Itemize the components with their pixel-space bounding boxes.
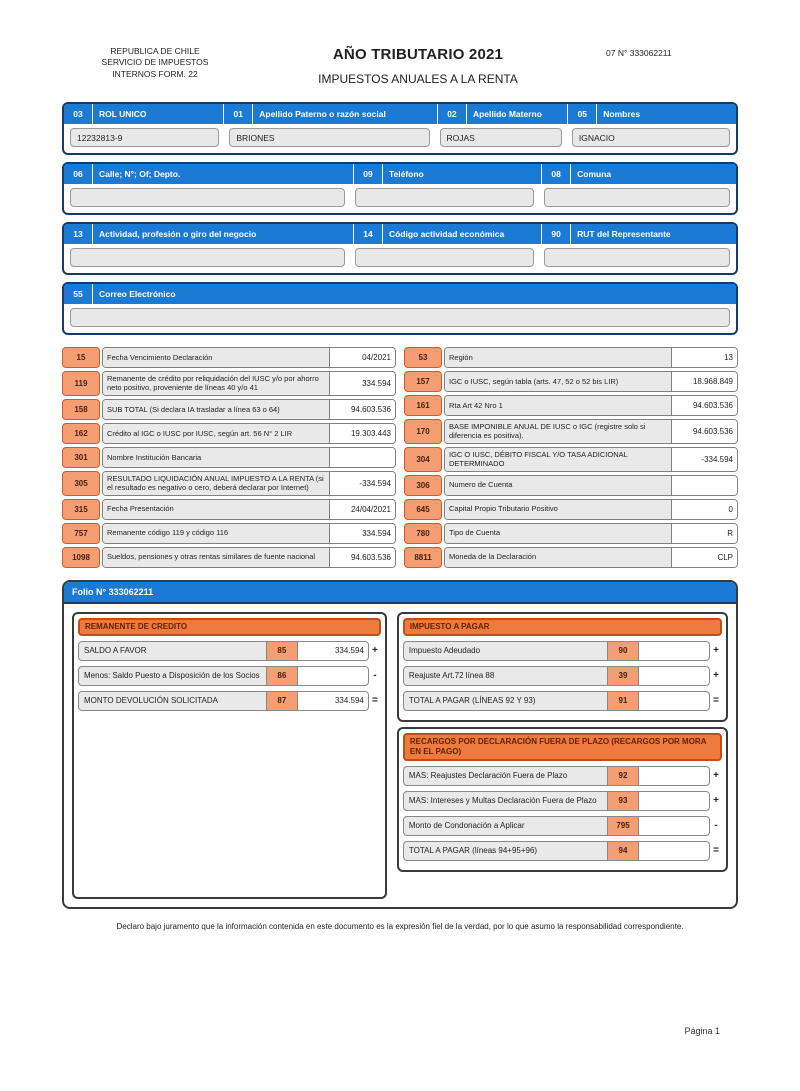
row-value[interactable]: [638, 666, 710, 686]
row-label: Fecha Vencimiento Declaración: [103, 348, 329, 367]
section-header-bar: [64, 164, 736, 184]
section-inputs: [64, 244, 736, 273]
row-code: 301: [62, 447, 100, 468]
row-label: Capital Propio Tributario Positivo: [445, 500, 671, 519]
row-code: 92: [608, 766, 638, 786]
equals-operator: =: [713, 845, 719, 856]
summary-row-780: [404, 523, 738, 544]
row-label: Tipo de Cuenta: [445, 524, 671, 543]
row-value: 334.594: [329, 524, 395, 543]
field-header-06: [64, 164, 353, 184]
field-code: 06: [64, 164, 93, 184]
row-code: 91: [608, 691, 638, 711]
issuer-block: [80, 46, 230, 80]
row-label: Numero de Cuenta: [445, 476, 671, 495]
field-input-apellido-paterno[interactable]: BRIONES: [229, 128, 429, 147]
row-label: Región: [445, 348, 671, 367]
field-header-03: [64, 104, 223, 124]
field-header-09: [353, 164, 541, 184]
row-value: [671, 476, 737, 495]
summary-row-645: [404, 499, 738, 520]
row-code: 304: [404, 447, 442, 472]
field-code: 03: [64, 104, 93, 124]
field-input-apellido-materno[interactable]: ROJAS: [440, 128, 562, 147]
row-label: Remanente código 119 y código 116: [103, 524, 329, 543]
folio-body: [64, 604, 736, 907]
summary-column-right: [404, 347, 738, 571]
row-value: 0: [671, 500, 737, 519]
row-value: 94.603.536: [329, 400, 395, 419]
field-header-01: [223, 104, 437, 124]
summary-row-161: [404, 395, 738, 416]
field-input-calle[interactable]: [70, 188, 345, 207]
row-code: 315: [62, 499, 100, 520]
row-value[interactable]: 334.594: [297, 641, 369, 661]
row-code: 1098: [62, 547, 100, 568]
summary-row-162: [62, 423, 396, 444]
row-label: Reajuste Art.72 línea 88: [403, 666, 608, 686]
field-code: 14: [354, 224, 383, 244]
summary-row-305: [62, 471, 396, 496]
row-value[interactable]: 334.594: [297, 691, 369, 711]
plus-operator: +: [713, 795, 719, 806]
plus-operator: +: [713, 670, 719, 681]
field-input-codigo-actividad[interactable]: [355, 248, 534, 267]
recargos-header: RECARGOS POR DECLARACIÓN FUERA DE PLAZO (RECARGOS POR MORA EN EL PAGO): [403, 733, 722, 761]
folio-row-94: [403, 841, 722, 861]
field-input-actividad[interactable]: [70, 248, 345, 267]
summary-column-left: [62, 347, 396, 571]
row-code: 645: [404, 499, 442, 520]
folio-row-39: [403, 666, 722, 686]
field-code: 08: [542, 164, 571, 184]
folio-bar: Folio N° 333062211: [64, 582, 736, 604]
row-code: 86: [267, 666, 297, 686]
summary-row-158: [62, 399, 396, 420]
row-code: 170: [404, 419, 442, 444]
field-header-13: [64, 224, 353, 244]
row-code: 162: [62, 423, 100, 444]
row-label: Menos: Saldo Puesto a Disposición de los Socios: [78, 666, 267, 686]
form-header: [62, 46, 738, 86]
field-input-correo[interactable]: [70, 308, 730, 327]
row-label: MONTO DEVOLUCIÓN SOLICITADA: [78, 691, 267, 711]
section-inputs: [64, 184, 736, 213]
field-header-05: [567, 104, 736, 124]
field-label: Comuna: [577, 169, 612, 179]
row-value: -334.594: [671, 448, 737, 471]
field-label: Código actividad económica: [388, 229, 505, 239]
row-value: 18.968.849: [671, 372, 737, 391]
field-label: Correo Electrónico: [99, 289, 176, 299]
row-label: Impuesto Adeudado: [403, 641, 608, 661]
row-code: 757: [62, 523, 100, 544]
row-label: MAS: Intereses y Multas Declaración Fuera de Plazo: [403, 791, 608, 811]
folio-row-92: [403, 766, 722, 786]
row-code: 90: [608, 641, 638, 661]
summary-row-757: [62, 523, 396, 544]
row-value[interactable]: [638, 791, 710, 811]
field-label: RUT del Representante: [577, 229, 671, 239]
id-section-email: [62, 282, 738, 335]
row-value: 94.603.536: [329, 548, 395, 567]
row-code: 780: [404, 523, 442, 544]
summary-row-301: [62, 447, 396, 468]
folio-row-91: [403, 691, 722, 711]
summary-row-15: [62, 347, 396, 368]
row-label: Remanente de crédito por reliquidación del IUSC y/o por ahorro neto positivo, proveniente de líneas 40 y/o 41: [103, 372, 329, 395]
folio-row-87: [78, 691, 381, 711]
field-input-telefono[interactable]: [355, 188, 534, 207]
row-value: 13: [671, 348, 737, 367]
field-label: Teléfono: [388, 169, 424, 179]
row-code: 85: [267, 641, 297, 661]
row-label: Sueldos, pensiones y otras rentas similares de fuente nacional: [103, 548, 329, 567]
folio-row-86: [78, 666, 381, 686]
minus-operator: -: [373, 670, 377, 681]
folio-row-93: [403, 791, 722, 811]
row-code: 305: [62, 471, 100, 496]
plus-operator: +: [713, 645, 719, 656]
row-value: 334.594: [329, 372, 395, 395]
row-code: 795: [608, 816, 638, 836]
field-header-90: [541, 224, 736, 244]
field-code: 05: [568, 104, 597, 124]
issuer-line-1: REPUBLICA DE CHILE: [110, 46, 200, 56]
row-code: 158: [62, 399, 100, 420]
row-value: -334.594: [329, 472, 395, 495]
row-code: 93: [608, 791, 638, 811]
row-value: [329, 448, 395, 467]
row-label: SUB TOTAL (Si declara IA trasladar a línea 63 o 64): [103, 400, 329, 419]
id-section-address: [62, 162, 738, 215]
row-label: IGC O IUSC, DÉBITO FISCAL Y/O TASA ADICIONAL DETERMINADO: [445, 448, 671, 471]
section-header-bar: [64, 104, 736, 124]
row-code: 15: [62, 347, 100, 368]
plus-operator: +: [371, 645, 378, 656]
row-code: 306: [404, 475, 442, 496]
row-label: RESULTADO LIQUIDACIÓN ANUAL IMPUESTO A LA RENTA (si el resultado es negativo o cero, deberá declarar por Internet): [103, 472, 329, 495]
id-section-identity: [62, 102, 738, 155]
row-value[interactable]: [297, 666, 369, 686]
remanente-box: [72, 612, 387, 899]
impuesto-header: IMPUESTO A PAGAR: [403, 618, 722, 636]
row-code: 8811: [404, 547, 442, 568]
field-label: ROL UNICO: [99, 109, 147, 119]
row-label: TOTAL A PAGAR (LÍNEAS 92 Y 93): [403, 691, 608, 711]
equals-operator: =: [371, 695, 378, 706]
row-value: R: [671, 524, 737, 543]
row-value: 24/04/2021: [329, 500, 395, 519]
field-input-nombres[interactable]: IGNACIO: [572, 128, 730, 147]
summary-table: [62, 347, 738, 571]
folio-section: [62, 580, 738, 909]
summary-row-53: [404, 347, 738, 368]
section-header-bar: [64, 284, 736, 304]
issuer-line-3: INTERNOS FORM. 22: [112, 68, 198, 79]
field-code: 02: [438, 104, 467, 124]
row-code: 161: [404, 395, 442, 416]
issuer-line-2: SERVICIO DE IMPUESTOS: [101, 57, 209, 68]
folio-right-column: [397, 612, 728, 899]
field-input-comuna[interactable]: [544, 188, 730, 207]
summary-row-119: [62, 371, 396, 396]
title-block: [230, 46, 606, 86]
section-inputs: [64, 124, 736, 153]
field-code: 01: [224, 104, 253, 124]
summary-row-8811: [404, 547, 738, 568]
summary-row-157: [404, 371, 738, 392]
row-code: 157: [404, 371, 442, 392]
field-header-08: [541, 164, 736, 184]
row-label: Crédito al IGC o IUSC por IUSC, según art. 56 N° 2 LIR: [103, 424, 329, 443]
impuesto-box: [397, 612, 728, 722]
row-label: SALDO A FAVOR: [78, 641, 267, 661]
row-code: 39: [608, 666, 638, 686]
row-value: CLP: [671, 548, 737, 567]
folio-row-795: [403, 816, 722, 836]
row-value: 94.603.536: [671, 396, 737, 415]
summary-row-306: [404, 475, 738, 496]
row-code: 87: [267, 691, 297, 711]
row-label: TOTAL A PAGAR (líneas 94+95+96): [403, 841, 608, 861]
field-label: Apellido Paterno o razón social: [259, 109, 386, 119]
remanente-header: REMANENTE DE CREDITO: [78, 618, 381, 636]
folio-row-85: [78, 641, 381, 661]
row-value: 94.603.536: [671, 420, 737, 443]
summary-row-315: [62, 499, 396, 520]
field-input-rut-representante[interactable]: [544, 248, 730, 267]
summary-row-304: [404, 447, 738, 472]
declaration-text: Declaro bajo juramento que la información contenida en este documento es la expresión fiel de la verdad, por lo que asumo la responsabilidad correspondiente.: [116, 921, 684, 931]
row-label: IGC o IUSC, según tabla (arts. 47, 52 o 52 bis LIR): [445, 372, 671, 391]
row-value[interactable]: [638, 816, 710, 836]
field-code: 55: [64, 284, 93, 304]
form-subtitle: IMPUESTOS ANUALES A LA RENTA: [318, 72, 518, 86]
row-label: Fecha Presentación: [103, 500, 329, 519]
row-value[interactable]: [638, 841, 710, 861]
row-value[interactable]: [638, 766, 710, 786]
page-number: Página 1: [684, 1026, 720, 1036]
field-code: 09: [354, 164, 383, 184]
equals-operator: =: [713, 695, 719, 706]
row-label: MAS: Reajustes Declaración Fuera de Plazo: [403, 766, 608, 786]
row-code: 53: [404, 347, 442, 368]
row-value: 19.303.443: [329, 424, 395, 443]
field-label: Nombres: [603, 109, 641, 119]
field-header-02: [437, 104, 567, 124]
minus-operator: -: [714, 820, 718, 831]
id-section-activity: [62, 222, 738, 275]
summary-row-1098: [62, 547, 396, 568]
row-label: Monto de Condonación a Aplicar: [403, 816, 608, 836]
field-code: 90: [542, 224, 571, 244]
plus-operator: +: [713, 770, 719, 781]
field-input-rol-unico[interactable]: 12232813-9: [70, 128, 219, 147]
row-value[interactable]: [638, 641, 710, 661]
recargos-box: [397, 727, 728, 872]
row-code: 94: [608, 841, 638, 861]
row-label: Nombre Institución Bancaria: [103, 448, 329, 467]
row-value[interactable]: [638, 691, 710, 711]
row-value: 04/2021: [329, 348, 395, 367]
field-code: 13: [64, 224, 93, 244]
field-label: Apellido Materno: [472, 109, 542, 119]
doc-number: 07 N° 333062211: [606, 48, 672, 58]
folio-row-90: [403, 641, 722, 661]
field-header-14: [353, 224, 541, 244]
field-label: Actividad, profesión o giro del negocio: [99, 229, 257, 239]
row-label: Rta Art 42 Nro 1: [445, 396, 671, 415]
row-code: 119: [62, 371, 100, 396]
section-header-bar: [64, 224, 736, 244]
section-inputs: [64, 304, 736, 333]
summary-row-170: [404, 419, 738, 444]
row-label: Moneda de la Declaración: [445, 548, 671, 567]
row-label: BASE IMPONIBLE ANUAL DE IUSC o IGC (registre solo si diferencia es positiva).: [445, 420, 671, 443]
field-label: Calle; N°; Of; Depto.: [99, 169, 181, 179]
form-title: AÑO TRIBUTARIO 2021: [332, 46, 504, 63]
field-header-55: [64, 284, 736, 304]
